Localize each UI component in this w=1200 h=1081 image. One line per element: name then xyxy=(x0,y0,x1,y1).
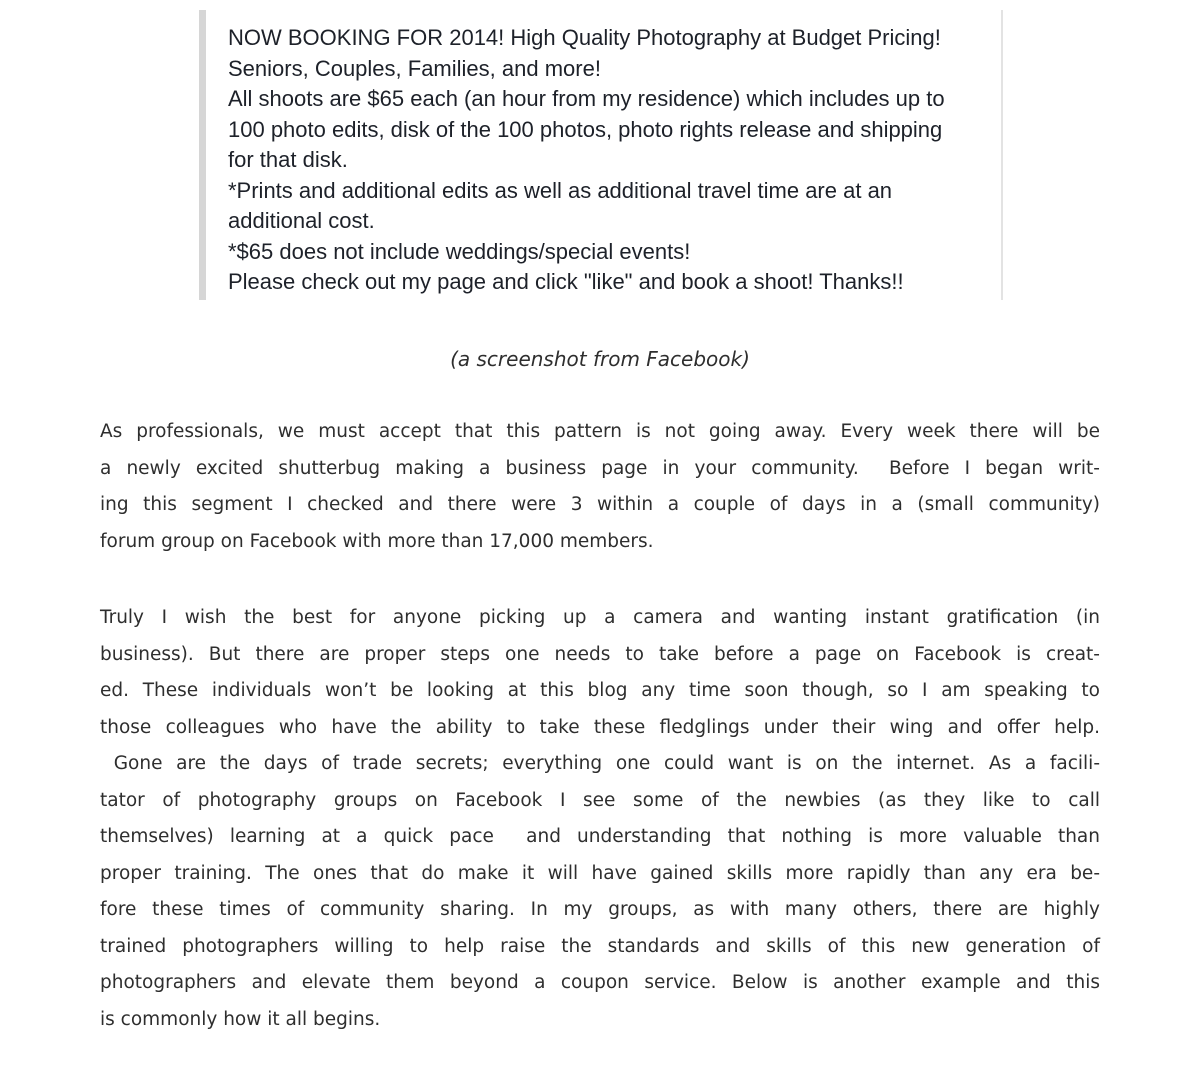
quote-line: All shoots are $65 each (an hour from my residence) which includes up to xyxy=(228,86,945,111)
image-caption: (a screenshot from Facebook) xyxy=(450,347,750,371)
quote-line: *Prints and additional edits as well as additional travel time are at an xyxy=(228,177,893,203)
paragraph-line: forum group on Facebook with more than 17,000 members. xyxy=(100,530,654,552)
paragraph-line: Truly I wish the best for anyone picking up a camera and wanting instant gratification (in xyxy=(100,607,1100,628)
quote-left-bar xyxy=(199,10,206,300)
paragraph-line: ed. These individuals won’t be looking at this blog any time soon though, so I am speaking to xyxy=(100,680,1100,701)
paragraph-line: photographers and elevate them beyond a coupon service. Below is another example and this xyxy=(100,972,1100,993)
quote-line: for that disk. xyxy=(228,147,348,172)
paragraph-line: trained photographers willing to help raise the standards and skills of this new generation of xyxy=(100,935,1100,957)
paragraph-line: Gone are the days of trade secrets; everything one could want is on the internet. As a facili- xyxy=(100,753,1100,774)
quote-right-rule xyxy=(1001,10,1003,300)
paragraph-line: tator of photography groups on Facebook I see some of the newbies (as they like to call xyxy=(100,789,1100,811)
paragraph-line: a newly excited shutterbug making a business page in your community. Before I began writ- xyxy=(100,457,1100,479)
paragraph-line: is commonly how it all begins. xyxy=(100,1008,381,1030)
paragraph-line: fore these times of community sharing. In my groups, as with many others, there are highly xyxy=(100,899,1100,920)
quote-line: NOW BOOKING FOR 2014! High Quality Photography at Budget Pricing! xyxy=(228,25,941,50)
quote-line: *$65 does not include weddings/special events! xyxy=(228,238,691,264)
quote-line: Seniors, Couples, Families, and more! xyxy=(228,55,601,81)
paragraph-line: As professionals, we must accept that this pattern is not going away. Every week there will be xyxy=(100,421,1100,442)
paragraph-line: business). But there are proper steps one needs to take before a page on Facebook is creat- xyxy=(100,643,1100,665)
paragraph-line: those colleagues who have the ability to take these fledglings under their wing and offer help. xyxy=(100,716,1100,738)
body-paragraph-2 xyxy=(100,600,1100,1038)
paragraph-line: ing this segment I checked and there were 3 within a couple of days in a (small community) xyxy=(100,494,1100,515)
facebook-post-text xyxy=(228,23,990,298)
quote-line: additional cost. xyxy=(228,208,375,233)
paragraph-line: proper training. The ones that do make it will have gained skills more rapidly than any era be- xyxy=(100,862,1100,884)
quote-line: Please check out my page and click "like" and book a shoot! Thanks!! xyxy=(228,269,904,294)
paragraph-line: themselves) learning at a quick pace and understanding that nothing is more valuable than xyxy=(100,826,1100,847)
body-paragraph-1 xyxy=(100,414,1100,560)
quote-line: 100 photo edits, disk of the 100 photos, photo rights release and shipping xyxy=(228,116,943,142)
